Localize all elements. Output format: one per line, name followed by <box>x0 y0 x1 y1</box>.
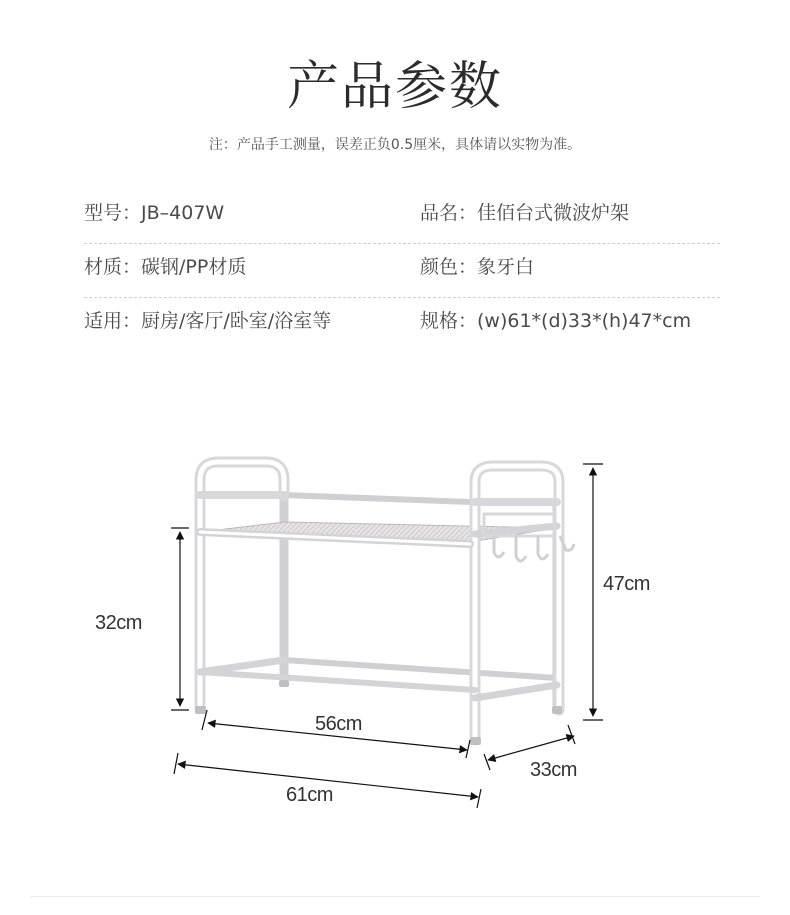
spec-model: 型号：JB–407W <box>84 202 225 224</box>
spec-product-name: 品名：佳佰台式微波炉架 <box>420 202 630 224</box>
spec-table <box>84 190 720 351</box>
dimension-depth: 33cm <box>530 759 577 781</box>
product-dimension-diagram <box>0 440 790 830</box>
spec-row <box>84 190 720 244</box>
spec-size: 规格：(w)61*(d)33*(h)47*cm <box>420 310 692 332</box>
dimension-height-total: 47cm <box>603 573 650 595</box>
spec-usage: 适用：厨房/客厅/卧室/浴室等 <box>84 310 332 332</box>
spec-material: 材质：碳钢/PP材质 <box>84 256 247 278</box>
shelf-illustration <box>0 440 790 830</box>
page-title: 产品参数 <box>286 57 503 117</box>
dimension-width-inner: 56cm <box>315 713 362 735</box>
divider <box>30 896 760 897</box>
dimension-height-shelf: 32cm <box>95 612 142 634</box>
dimension-width-total: 61cm <box>286 784 333 806</box>
spec-row <box>84 244 720 298</box>
dimension-lines <box>171 464 603 808</box>
measurement-note: 注：产品手工测量，误差正负0.5厘米，具体请以实物为准。 <box>208 137 582 153</box>
spec-row <box>84 298 720 351</box>
front-frame <box>200 462 559 740</box>
spec-color: 颜色：象牙白 <box>420 256 535 278</box>
